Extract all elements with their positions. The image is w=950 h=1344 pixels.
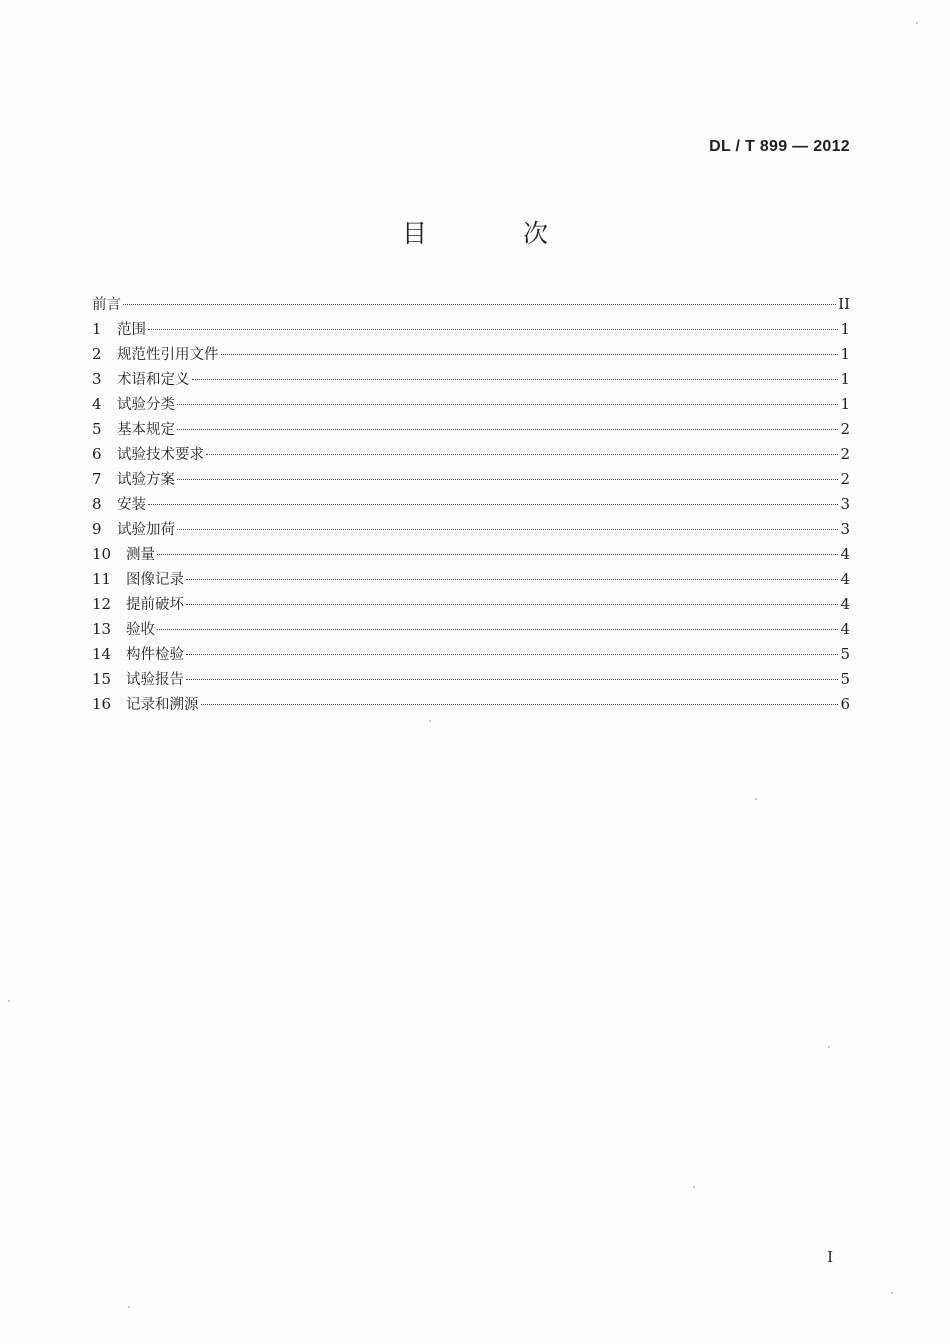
toc-entry-page: 4: [840, 620, 850, 638]
toc-entry-16[interactable]: [92, 692, 850, 717]
toc-entry-label: 试验加荷: [117, 522, 175, 538]
toc-entry-number: 8: [92, 495, 102, 513]
toc-entry-page: 5: [840, 645, 850, 663]
dot-leader: [157, 629, 838, 630]
toc-entry-9[interactable]: [92, 517, 850, 542]
dot-leader: [177, 529, 838, 530]
dot-leader: [177, 479, 838, 480]
scan-speck: [891, 1292, 893, 1294]
dot-leader: [148, 504, 838, 505]
toc-entry-page: 4: [840, 595, 850, 613]
page-number: I: [827, 1248, 833, 1266]
toc-entry-label: 试验技术要求: [117, 447, 204, 463]
scan-speck: [128, 1306, 130, 1308]
toc-entry-page: 5: [840, 670, 850, 688]
dot-leader: [186, 579, 838, 580]
page-title: 目 次: [402, 219, 592, 248]
dot-leader: [177, 429, 838, 430]
dot-leader: [186, 679, 838, 680]
toc-entry-label: 试验分类: [117, 397, 175, 413]
dot-leader: [201, 704, 839, 705]
toc-entry-number: 11: [92, 570, 112, 588]
toc-entry-number: 12: [92, 595, 112, 613]
toc-entry-number: 1: [92, 320, 102, 338]
toc-entry-15[interactable]: [92, 667, 850, 692]
toc-entry-8[interactable]: [92, 492, 850, 517]
dot-leader: [157, 554, 838, 555]
dot-leader: [148, 329, 838, 330]
toc-entry-label: 测量: [126, 547, 155, 563]
toc-entry-label: 记录和溯源: [126, 697, 199, 713]
toc-entry-label: 提前破坏: [126, 597, 184, 613]
toc-entry-page: 3: [840, 520, 850, 538]
dot-leader: [192, 379, 839, 380]
scan-speck: [8, 1000, 10, 1002]
toc-entry-2[interactable]: [92, 342, 850, 367]
dot-leader: [186, 654, 838, 655]
toc-entry-3[interactable]: [92, 367, 850, 392]
standard-code: DL / T 899 — 2012: [709, 138, 850, 155]
toc-entry-page: 3: [840, 495, 850, 513]
toc-entry-13[interactable]: [92, 617, 850, 642]
toc-entry-label: 基本规定: [117, 422, 175, 438]
toc-entry-page: 4: [840, 570, 850, 588]
toc-entry-number: 10: [92, 545, 112, 563]
dot-leader: [221, 354, 839, 355]
toc-entry-number: 13: [92, 620, 112, 638]
toc-entry-page: 2: [840, 445, 850, 463]
toc-entry-14[interactable]: [92, 642, 850, 667]
toc-entry-number: 3: [92, 370, 102, 388]
toc-entry-number: 14: [92, 645, 112, 663]
toc-entry-10[interactable]: [92, 542, 850, 567]
toc-entry-page: 2: [840, 470, 850, 488]
toc-entry-6[interactable]: [92, 442, 850, 467]
toc-entry-4[interactable]: [92, 392, 850, 417]
dot-leader: [206, 454, 838, 455]
toc-entry-page: 1: [840, 345, 850, 363]
scan-speck: [828, 1046, 830, 1048]
toc-entry-label: 范围: [117, 322, 146, 338]
toc-entry-label: 规范性引用文件: [117, 347, 219, 363]
toc-entry-number: 16: [92, 695, 112, 713]
dot-leader: [186, 604, 838, 605]
toc-entry-page: 6: [840, 695, 850, 713]
toc-entry-number: 2: [92, 345, 102, 363]
toc-entry-page: 1: [840, 395, 850, 413]
toc-entry-label: 图像记录: [126, 572, 184, 588]
dot-leader: [123, 304, 836, 305]
toc-entry-label: 试验方案: [117, 472, 175, 488]
toc-entry-5[interactable]: [92, 417, 850, 442]
toc-entry-label: 前言: [92, 297, 121, 313]
toc-entry-page: 4: [840, 545, 850, 563]
toc-entry-number: 7: [92, 470, 102, 488]
toc-entry-label: 试验报告: [126, 672, 184, 688]
toc-entry-label: 验收: [126, 622, 155, 638]
toc-entry-number: 15: [92, 670, 112, 688]
toc-entry-page: 1: [840, 320, 850, 338]
table-of-contents: [92, 292, 850, 717]
toc-entry-number: 9: [92, 520, 102, 538]
toc-entry-number: 5: [92, 420, 102, 438]
toc-entry-label: 构件检验: [126, 647, 184, 663]
toc-entry-page: 2: [840, 420, 850, 438]
toc-entry-page: 1: [840, 370, 850, 388]
toc-entry-11[interactable]: [92, 567, 850, 592]
toc-entry-label: 术语和定义: [117, 372, 190, 388]
toc-entry-page: II: [838, 295, 850, 313]
toc-entry-foreword[interactable]: [92, 292, 850, 317]
scan-speck: [429, 720, 431, 722]
toc-entry-1[interactable]: [92, 317, 850, 342]
toc-entry-12[interactable]: [92, 592, 850, 617]
toc-entry-number: 4: [92, 395, 102, 413]
dot-leader: [177, 404, 838, 405]
toc-entry-7[interactable]: [92, 467, 850, 492]
toc-entry-number: 6: [92, 445, 102, 463]
scan-speck: [755, 798, 757, 800]
scan-speck: [693, 1186, 695, 1188]
toc-entry-label: 安装: [117, 497, 146, 513]
scan-speck: [916, 22, 918, 24]
